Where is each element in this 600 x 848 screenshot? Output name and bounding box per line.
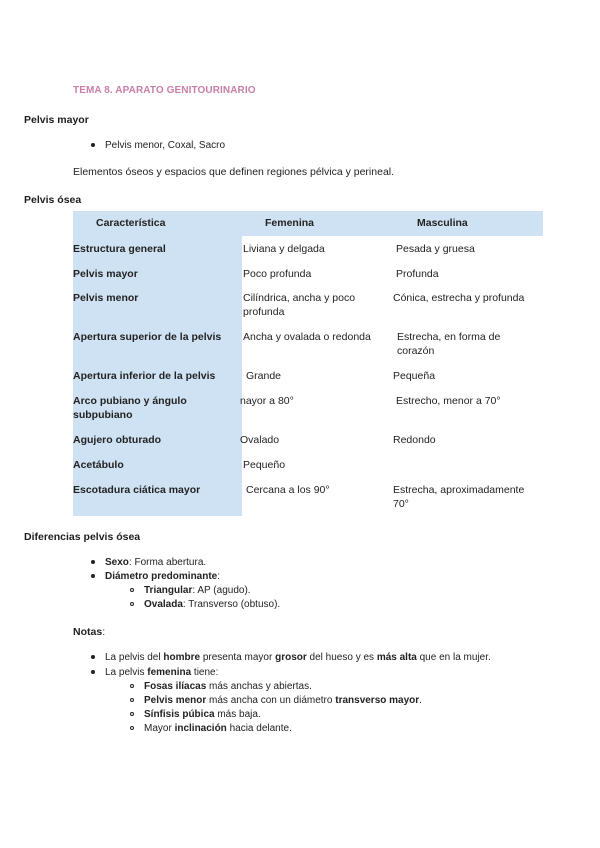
bullet-icon	[91, 560, 95, 564]
table-cell-masculina: Cónica, estrecha y profunda	[393, 292, 525, 304]
list-item: La pelvis femenina tiene:	[91, 667, 218, 678]
table-cell-femenina: Poco profunda	[243, 268, 312, 280]
table-row-label: Acetábulo	[73, 459, 124, 471]
bullet-icon	[91, 670, 95, 674]
table-cell-femenina: Liviana y delgada	[243, 243, 325, 255]
table-cell-masculina: Estrecho, menor a 70°	[396, 395, 501, 407]
bullet-icon	[91, 574, 95, 578]
table-cell-femenina: Ovalado	[240, 434, 280, 446]
list-item: Diámetro predominante:	[91, 571, 220, 582]
heading-pelvis-mayor: Pelvis mayor	[24, 114, 89, 126]
circle-bullet-icon	[130, 684, 134, 688]
table-row-label: Agujero obturado	[73, 434, 162, 446]
heading-diferencias: Diferencias pelvis ósea	[24, 531, 141, 543]
table-cell-femenina: Ancha y ovalada o redonda	[243, 331, 371, 343]
table-header-caracteristica: Característica	[96, 217, 166, 229]
table-cell-femenina: Cilíndrica, ancha y poco profunda	[243, 292, 356, 318]
circle-bullet-icon	[130, 602, 134, 606]
heading-notas: Notas:	[73, 626, 106, 638]
table-row-label: Pelvis menor	[73, 292, 139, 304]
circle-bullet-icon	[130, 588, 134, 592]
circle-bullet-icon	[130, 698, 134, 702]
table-cell-femenina: Grande	[246, 370, 282, 382]
table-row-label: Estructura general	[73, 243, 166, 255]
bullet-icon	[91, 143, 95, 147]
sub-list-item: Ovalada: Transverso (obtuso).	[130, 599, 280, 610]
circle-bullet-icon	[130, 726, 134, 730]
table-cell-masculina: Estrecha, en forma de corazón	[397, 331, 501, 357]
table-header-femenina: Femenina	[265, 217, 315, 229]
table-row-label: Pelvis mayor	[73, 268, 138, 280]
list-item: Sexo: Forma abertura.	[91, 557, 206, 568]
table-row-label: Escotadura ciática mayor	[73, 484, 201, 496]
table-cell-femenina: nayor a 80°	[240, 395, 294, 407]
sub-list-item: Mayor inclinación hacia delante.	[130, 723, 292, 734]
table-cell-masculina: Pequeña	[393, 370, 436, 382]
table-cell-masculina: Profunda	[396, 268, 439, 280]
table-cell-masculina: Estrecha, aproximadamente 70°	[393, 484, 525, 510]
table-row-label: Apertura superior de la pelvis	[73, 331, 222, 343]
sub-list-item: Sínfisis púbica más baja.	[130, 709, 261, 720]
sub-list-item: Fosas ilíacas más anchas y abiertas.	[130, 681, 312, 692]
paragraph: Elementos óseos y espacios que definen regiones pélvica y perineal.	[73, 166, 395, 178]
table-cell-masculina: Pesada y gruesa	[396, 243, 475, 255]
document-title: TEMA 8. APARATO GENITOURINARIO	[73, 85, 256, 96]
table-cell-femenina: Cercana a los 90°	[246, 484, 330, 496]
table-row-label: Arco pubiano y ángulo subpubiano	[73, 395, 187, 421]
list-item: La pelvis del hombre presenta mayor grosor del hueso y es más alta que en la mujer.	[91, 652, 491, 663]
table-cell-femenina: Pequeño	[243, 459, 286, 471]
table-cell-masculina: Redondo	[393, 434, 436, 446]
sub-list-item: Pelvis menor más ancha con un diámetro transverso mayor.	[130, 695, 422, 706]
list-item: Pelvis menor, Coxal, Sacro	[91, 140, 225, 151]
bullet-icon	[91, 655, 95, 659]
sub-list-item: Triangular: AP (agudo).	[130, 585, 251, 596]
table-header-masculina: Masculina	[417, 217, 468, 229]
circle-bullet-icon	[130, 712, 134, 716]
table-row-label: Apertura inferior de la pelvis	[73, 370, 216, 382]
heading-pelvis-osea: Pelvis ósea	[24, 194, 82, 206]
